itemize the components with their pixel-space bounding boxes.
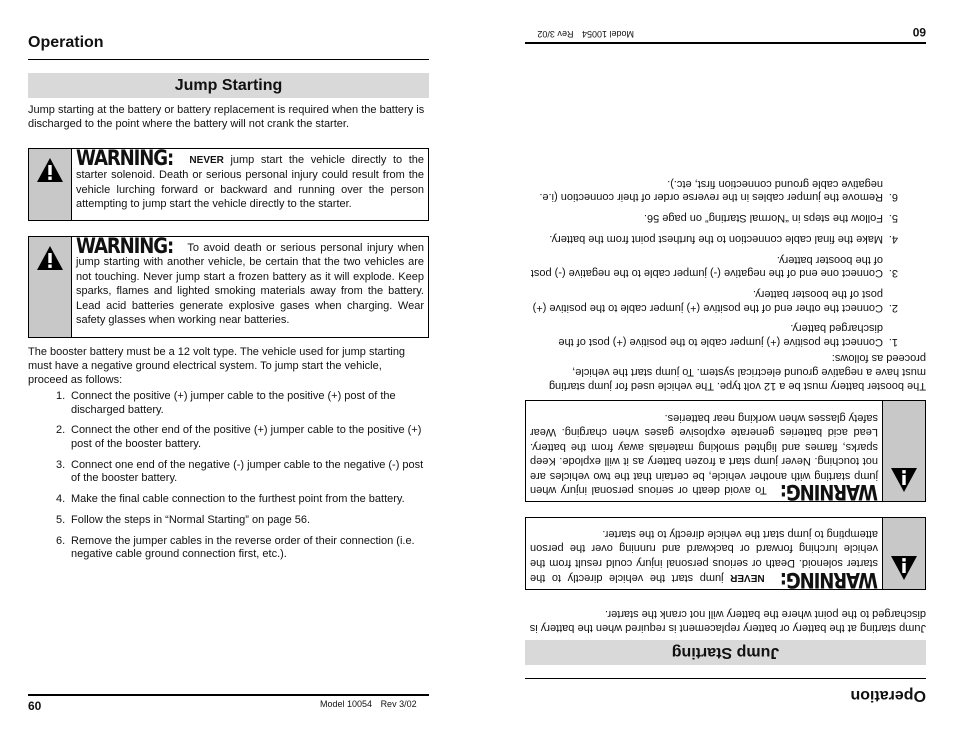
step-number: 2. — [888, 301, 898, 314]
step-text: Connect one end of the negative (-) jumper cable to the negative (-) post of the booster battery. — [71, 458, 424, 485]
header-rule — [28, 59, 429, 60]
step-text: Remove the jumper cables in the reverse order of their connection (i.e. negative cable ground connection first, etc.). — [71, 534, 415, 561]
step-number: 1. — [888, 336, 898, 348]
warning-icon-panel — [882, 401, 925, 501]
list-item — [56, 535, 426, 562]
model-label: Model 10054 — [581, 29, 634, 39]
warning-triangle-icon — [889, 465, 919, 495]
section-header: Operation — [850, 687, 926, 704]
list-item — [528, 252, 898, 279]
step-number: 5. — [888, 212, 898, 225]
warning-message: jump start the vehicle directly to the starter solenoid. Death or serious personal injury could result from the vehicle lurching forward or backward and running over the person attempting to jump start the vehicle directly to the starter. — [530, 527, 878, 584]
steps-list — [56, 390, 426, 569]
warning-triangle-icon — [35, 155, 65, 185]
warning-box-solenoid — [28, 148, 429, 221]
list-item — [528, 231, 898, 245]
warning-message: To avoid death or serious personal injury when jump starting with another vehicle, be certain that the two vehicles are not touching. Never jump start a frozen battery as it will explode. Keep sparks, flames and lighted smoking materials away from the battery. Lead acid batteries generate explosive gases when charging. Wear safety glasses when working near batteries. — [76, 242, 424, 327]
booster-paragraph: The booster battery must be a 12 volt type. The vehicle used for jump starting must have a negative ground electrical system. To jump start the vehicle, proceed as follows: — [28, 346, 406, 386]
step-number: 6. — [888, 191, 898, 204]
model-label: Model 10054 — [320, 699, 373, 709]
step-number: 5. — [56, 513, 66, 526]
warning-message: jump start the vehicle directly to the starter solenoid. Death or serious personal injury could result from the vehicle lurching forward or backward and running over the person attempting to jump start the vehicle directly to the starter. — [76, 154, 424, 211]
step-number: 3. — [888, 267, 898, 280]
section-title: Jump Starting — [525, 640, 926, 665]
list-item — [56, 424, 426, 451]
step-number: 1. — [56, 390, 66, 402]
warning-label: WARNING: — [76, 146, 174, 170]
warning-label: WARNING: — [780, 568, 878, 592]
list-item — [528, 286, 898, 313]
warning-triangle-icon — [889, 553, 919, 583]
step-number: 2. — [56, 424, 66, 437]
warning-text — [72, 234, 428, 337]
intro-paragraph: Jump starting at the battery or battery replacement is required when the battery is discharged to the point where the battery will not crank the starter. — [28, 104, 425, 130]
section-header: Operation — [28, 34, 104, 51]
step-number: 4. — [888, 232, 898, 245]
step-number: 6. — [56, 534, 66, 547]
step-text: Follow the steps in “Normal Starting” on page 56. — [643, 212, 883, 225]
warning-text — [526, 518, 882, 592]
list-item — [528, 176, 898, 203]
revision-label: Rev 3/02 — [537, 29, 574, 39]
warning-triangle-icon — [35, 243, 65, 273]
right-page-mirrored — [477, 0, 954, 738]
step-text: Connect the positive (+) jumper cable to the positive (+) post of the discharged battery. — [71, 390, 396, 416]
step-number: 4. — [56, 493, 66, 506]
warning-emphasis: NEVER — [189, 155, 224, 166]
step-text: Connect one end of the negative (-) jumper cable to the negative (-) post of the booster battery. — [530, 253, 883, 280]
step-text: Make the final cable connection to the furthest point from the battery. — [549, 232, 883, 245]
section-title: Jump Starting — [28, 73, 429, 98]
list-item — [56, 390, 426, 417]
step-text: Connect the other end of the positive (+) jumper cable to the positive (+) post of the booster battery. — [532, 288, 883, 314]
page-number: 60 — [912, 25, 926, 39]
warning-box-jump-start — [28, 236, 429, 338]
booster-paragraph: The booster battery must be a 12 volt type. The vehicle used for jump starting must have a negative ground electrical system. To jump start the vehicle, proceed as follows: — [548, 352, 926, 392]
footer-rule — [28, 694, 429, 696]
warning-emphasis: NEVER — [730, 572, 765, 583]
warning-icon-panel — [882, 518, 925, 589]
model-revision — [320, 699, 423, 709]
list-item — [56, 514, 426, 528]
footer-rule — [525, 42, 926, 44]
warning-text — [526, 401, 882, 504]
step-text: Connect the positive (+) jumper cable to the positive (+) post of the discharged battery. — [558, 322, 883, 348]
warning-box-jump-start — [525, 400, 926, 502]
model-revision — [531, 29, 634, 39]
list-item — [56, 493, 426, 507]
warning-icon-panel — [29, 237, 72, 337]
warning-text — [72, 146, 428, 220]
step-number: 3. — [56, 458, 66, 471]
warning-icon-panel — [29, 149, 72, 220]
step-text: Connect the other end of the positive (+) jumper cable to the positive (+) post of the booster battery. — [71, 424, 422, 450]
list-item — [56, 459, 426, 486]
warning-box-solenoid — [525, 517, 926, 590]
warning-message: To avoid death or serious personal injury when jump starting with another vehicle, be certain that the two vehicles are not touching. Never jump start a frozen battery as it will explode. Keep sparks, flames and lighted smoking materials away from the battery. Lead acid batteries generate explosive gases when charging. Wear safety glasses when working near batteries. — [530, 411, 878, 496]
list-item — [528, 211, 898, 225]
warning-label: WARNING: — [76, 234, 174, 258]
revision-label: Rev 3/02 — [380, 699, 417, 709]
step-text: Make the final cable connection to the furthest point from the battery. — [71, 493, 405, 506]
steps-list — [528, 169, 898, 348]
header-rule — [525, 678, 926, 679]
intro-paragraph: Jump starting at the battery or battery replacement is required when the battery is discharged to the point where the battery will not crank the starter. — [529, 608, 926, 634]
step-text: Follow the steps in “Normal Starting” on page 56. — [71, 513, 311, 526]
page-number: 60 — [28, 699, 42, 713]
list-item — [528, 321, 898, 348]
step-text: Remove the jumper cables in the reverse order of their connection (i.e. negative cable ground connection first, etc.). — [539, 177, 883, 204]
warning-label: WARNING: — [780, 480, 878, 504]
